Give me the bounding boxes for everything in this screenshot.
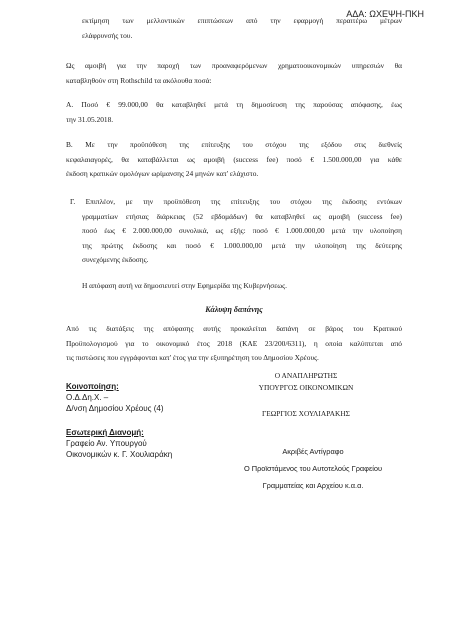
item-a-paragraph [66, 98, 402, 127]
item-b-line-1: Β. Με την προϋπόθεση της επίτευξης του στόχου της εξόδου στις διεθνείς [66, 140, 402, 149]
internal-distribution-title: Εσωτερική Διανομή: [66, 428, 144, 437]
item-c-line-2: γραμματίων ετήσιας διάρκειας (52 εβδομάδων) θα καταβληθεί ως αμοιβή (success fee) [82, 211, 402, 221]
certified-line-3: Γραμματείας και Αρχείου κ.α.α. [262, 481, 364, 490]
distribution-block [66, 381, 216, 414]
signature-name: ΓΕΩΡΓΙΟΣ ΧΟΥΛΙΑΡΑΚΗΣ [262, 409, 350, 418]
coverage-paragraph [66, 322, 402, 366]
item-b-paragraph [66, 138, 402, 182]
coverage-line-3: τις πιστώσεις που εγγράφονται κατ' έτος για την εξυπηρέτηση του Δημοσίου Χρέους. [66, 353, 319, 362]
internal-line-2: Οικονομικών κ. Γ. Χουλιαράκη [66, 450, 173, 459]
coverage-title: Κάλυψη δαπάνης [205, 305, 263, 314]
fee-intro-paragraph [66, 59, 402, 88]
certified-copy-block [218, 443, 408, 494]
distribution-line-1: Ο.Δ.Δη.Χ. – [66, 393, 109, 402]
fee-intro-line-2: καταβληθούν στη Rothschild τα ακόλουθα ποσά: [66, 75, 212, 85]
item-b-line-3: έκδοση κρατικών ομολόγων ωρίμανσης 24 μηνών κατ' ελάχιστο. [66, 169, 259, 178]
internal-distribution-block [66, 427, 226, 460]
item-b-line-2: κεφαλαιαγορές, θα καταβάλλεται ως αμοιβή (success fee) ποσό € 1.500.000,00 για κάθε [66, 154, 402, 164]
internal-line-1: Γραφείο Αν. Υπουργού [66, 439, 147, 448]
coverage-line-2: Προϋπολογισμού για το οικονομικό έτος 2018 (ΚΑΕ 23/200/6311), η οποία καλύπτεται από [66, 338, 402, 348]
item-c-line-4: της πρώτης έκδοσης και ποσό € 1.000.000,00 μετά την υλοποίηση της δεύτερης [82, 240, 402, 250]
distribution-line-2: Δ/νση Δημοσίου Χρέους (4) [66, 404, 164, 413]
ada-code: ΑΔΑ: ΩΧΕΨΗ-ΠΚΗ [346, 9, 424, 19]
coverage-line-1: Από τις διατάξεις της απόφασης αυτής προκαλείται δαπάνη σε βάρος του Κρατικού [66, 324, 402, 333]
distribution-title: Κοινοποίηση: [66, 382, 119, 391]
item-c-line-3: ποσό έως € 2.000.000,00 συνολικά, ως εξής: ποσό € 1.000.000,00 μετά την υλοποίηση [82, 226, 402, 235]
intro-tail-line-1: εκτίμηση των μελλοντικών επιπτώσεων από την εφαρμογή περαιτέρω μέτρων [82, 16, 402, 25]
item-c-paragraph [70, 195, 402, 268]
fee-intro-line-1: Ως αμοιβή για την παροχή των προαναφερόμενων χρηματοοικονομικών υπηρεσιών θα [66, 61, 402, 70]
item-a-line-2: την 31.05.2018. [66, 114, 114, 124]
intro-tail-paragraph [82, 14, 402, 43]
signature-role-1: Ο ΑΝΑΠΛΗΡΩΤΗΣ [274, 371, 338, 380]
item-a-line-1: Α. Ποσό € 99.000,00 θα καταβληθεί μετά τη δημοσίευση της παρούσας απόφασης, έως [66, 100, 402, 109]
item-c-line-5: συνεχόμενης έκδοσης. [82, 255, 149, 264]
item-c-line-1: Γ. Επιπλέον, με την προϋπόθεση της επίτευξης του στόχου της έκδοσης εντόκων [70, 197, 402, 206]
publish-paragraph: Η απόφαση αυτή να δημοσιευτεί στην Εφημερίδα της Κυβερνήσεως. [82, 281, 287, 290]
signature-block [236, 370, 376, 420]
signature-role-2: ΥΠΟΥΡΓΟΣ ΟΙΚΟΝΟΜΙΚΩΝ [258, 383, 354, 392]
certified-line-2: Ο Προϊστάμενος του Αυτοτελούς Γραφείου [243, 464, 383, 473]
intro-tail-line-2: ελάφρυνσής του. [82, 30, 133, 40]
certified-line-1: Ακριβές Αντίγραφο [282, 447, 344, 456]
